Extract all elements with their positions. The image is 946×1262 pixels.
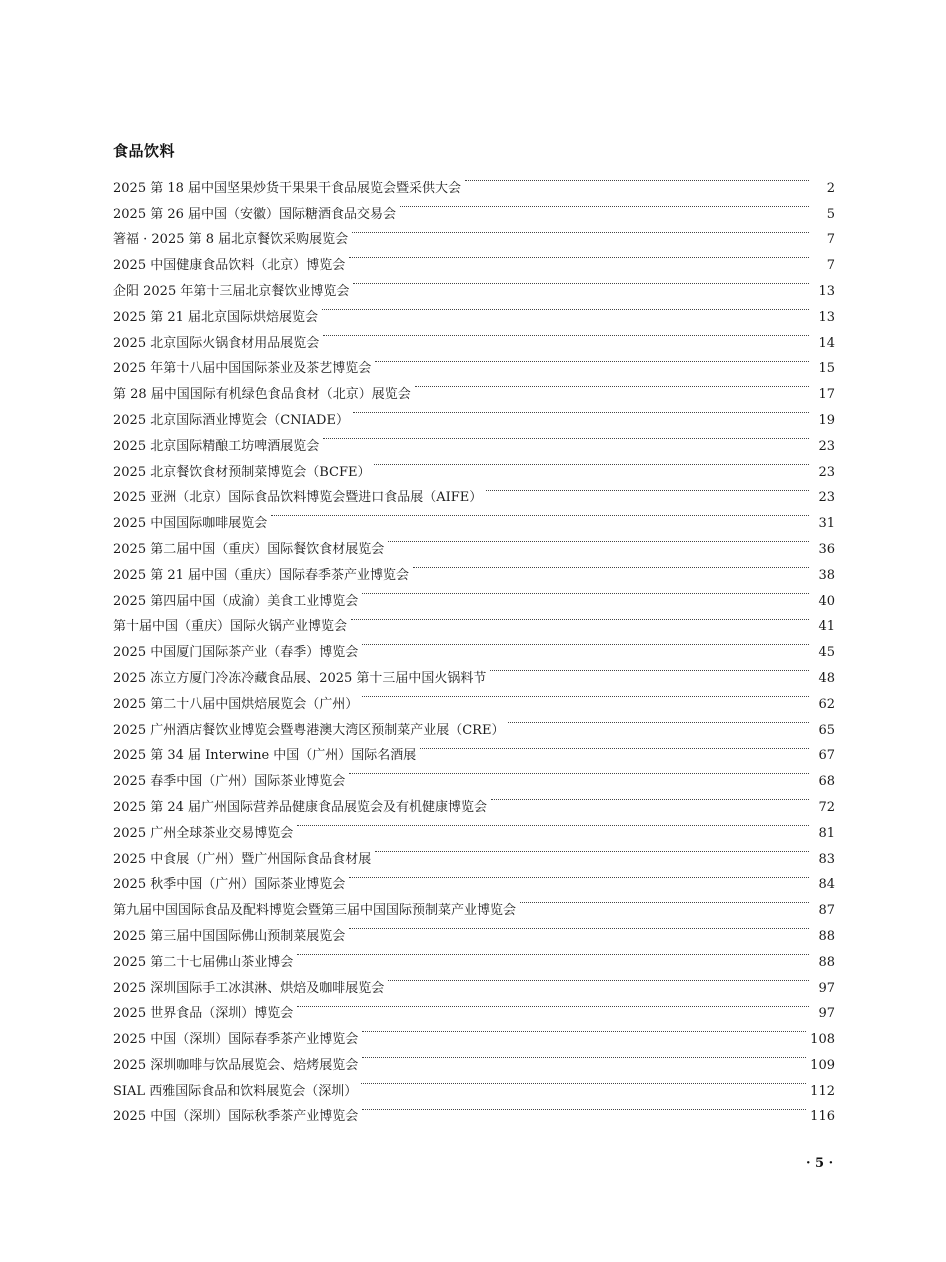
dot-leader [349,863,813,889]
toc-entry-title: 2025 广州全球茶业交易博览会 [113,825,294,841]
toc-entry-page: 23 [818,464,835,480]
dot-leader [349,243,813,269]
dot-leader [361,1069,810,1095]
toc-entry-title: 第 28 届中国国际有机绿色食品食材（北京）展览会 [113,387,411,403]
toc-entry-page: 83 [818,851,835,867]
toc-entry-title: 2025 第 21 届北京国际烘焙展览会 [113,309,319,325]
toc-entry-page: 14 [818,335,835,351]
toc-entry-title: 2025 第四届中国（成渝）美食工业博览会 [113,593,359,609]
toc-entry-title: 2025 中国厦门国际茶产业（春季）博览会 [113,645,359,661]
toc-entry-page: 41 [818,619,835,635]
toc-entry-title: 2025 世界食品（深圳）博览会 [113,1006,294,1022]
dot-leader [491,785,813,811]
toc-entry-page: 109 [810,1057,835,1073]
dot-leader [490,656,813,682]
toc-entry-title: 2025 中国（深圳）国际秋季茶产业博览会 [113,1109,359,1125]
toc-entry-page: 65 [818,722,835,738]
dot-leader [323,424,813,450]
toc-entry-page: 116 [810,1109,835,1125]
toc-entry-page: 17 [818,387,835,403]
toc-entry-title: 2025 第二十七届佛山茶业博会 [113,954,294,970]
toc-entry-title: 2025 秋季中国（广州）国际茶业博览会 [113,877,346,893]
toc-entry-page: 15 [818,361,835,377]
dot-leader [415,372,813,398]
dot-leader [465,166,813,192]
toc-entry-page: 45 [818,645,835,661]
toc-entry-page: 19 [818,412,835,428]
toc-entry-page: 87 [818,903,835,919]
dot-leader [322,295,813,321]
toc-entry[interactable] [113,166,835,196]
toc-entry-title: 2025 第二届中国（重庆）国际餐饮食材展览会 [113,541,385,557]
toc-entry-page: 88 [818,954,835,970]
toc-entry-page: 62 [818,696,835,712]
toc-entry-page: 97 [818,1006,835,1022]
dot-leader [520,888,813,914]
toc-entry-title: 2025 中国（深圳）国际春季茶产业博览会 [113,1032,359,1048]
dot-leader [362,1095,810,1121]
toc-entry-title: 2025 中国健康食品饮料（北京）博览会 [113,258,346,274]
toc-entry-page: 2 [826,180,835,196]
toc-entry-page: 7 [826,258,835,274]
dot-leader [297,940,813,966]
toc-entry-page: 38 [818,567,835,583]
toc-entry-title: 2025 第 24 届广州国际营养品健康食品展览会及有机健康博览会 [113,799,488,815]
dot-leader [362,579,813,605]
dot-leader [362,1043,810,1069]
toc-entry-title: 2025 北京国际火锅食材用品展览会 [113,335,320,351]
dot-leader [362,630,813,656]
dot-leader [486,476,813,502]
toc-entry-page: 112 [810,1083,835,1099]
toc-entry-title: 2025 第 26 届中国（安徽）国际糖酒食品交易会 [113,206,397,222]
dot-leader [375,347,813,373]
toc-entry-title: 2025 冻立方厦门冷冻冷藏食品展、2025 第十三届中国火锅料节 [113,670,487,686]
toc-entry-title: 2025 第 18 届中国坚果炒货干果果干食品展览会暨采供大会 [113,180,462,196]
toc-entry-title: 箸福 · 2025 第 8 届北京餐饮采购展览会 [113,232,349,248]
toc-entry-title: 2025 亚洲（北京）国际食品饮料博览会暨进口食品展（AIFE） [113,490,483,506]
dot-leader [349,759,813,785]
toc-entry-title: 2025 中国国际咖啡展览会 [113,516,268,532]
toc-entry-title: 2025 北京国际精酿工坊啤酒展览会 [113,438,320,454]
toc-entry-page: 7 [826,232,835,248]
toc-entry-title: 2025 中食展（广州）暨广州国际食品食材展 [113,851,372,867]
toc-entry-page: 23 [818,490,835,506]
dot-leader [362,682,813,708]
dot-leader [413,553,813,579]
dot-leader [349,914,813,940]
toc-entry-title: 2025 第二十八届中国烘焙展览会（广州） [113,696,359,712]
toc-entry-page: 5 [826,206,835,222]
dot-leader [271,501,813,527]
toc-entry-page: 67 [818,748,835,764]
dot-leader [353,398,813,424]
dot-leader [323,321,813,347]
toc-entry-title: SIAL 西雅国际食品和饮料展览会（深圳） [113,1083,358,1099]
toc-entry-title: 2025 北京餐饮食材预制菜博览会（BCFE） [113,464,371,480]
dot-leader [508,708,813,734]
toc-entry-page: 97 [818,980,835,996]
dot-leader [297,811,813,837]
toc-entry-page: 88 [818,928,835,944]
toc-entry-title: 2025 第 34 届 Interwine 中国（广州）国际名酒展 [113,748,417,764]
toc-entry-page: 13 [818,283,835,299]
toc-entry-page: 48 [818,670,835,686]
dot-leader [374,450,813,476]
toc-entry-title: 2025 春季中国（广州）国际茶业博览会 [113,774,346,790]
dot-leader [362,1017,810,1043]
toc-entry-title: 第十届中国（重庆）国际火锅产业博览会 [113,619,348,635]
table-of-contents [113,166,835,1125]
dot-leader [351,605,813,631]
page-number: · 5 · [806,1156,834,1171]
toc-entry-title: 第九届中国国际食品及配料博览会暨第三届中国国际预制菜产业博览会 [113,903,517,919]
toc-entry-page: 68 [818,774,835,790]
dot-leader [388,527,813,553]
dot-leader [420,734,813,760]
toc-entry-page: 108 [810,1032,835,1048]
toc-entry-page: 72 [818,799,835,815]
toc-entry-page: 23 [818,438,835,454]
toc-entry-title: 2025 第 21 届中国（重庆）国际春季茶产业博览会 [113,567,410,583]
toc-entry-title: 2025 年第十八届中国国际茶业及茶艺博览会 [113,361,372,377]
dot-leader [352,218,813,244]
dot-leader [297,992,813,1018]
toc-entry-title: 企阳 2025 年第十三届北京餐饮业博览会 [113,283,350,299]
dot-leader [388,966,813,992]
toc-entry-page: 13 [818,309,835,325]
toc-entry-page: 40 [818,593,835,609]
dot-leader [400,192,813,218]
toc-entry-page: 84 [818,877,835,893]
toc-entry-title: 2025 广州酒店餐饮业博览会暨粤港澳大湾区预制菜产业展（CRE） [113,722,505,738]
toc-entry-page: 31 [818,516,835,532]
toc-entry-page: 36 [818,541,835,557]
dot-leader [375,837,813,863]
toc-entry-title: 2025 北京国际酒业博览会（CNIADE） [113,412,349,428]
toc-entry-title: 2025 深圳国际手工冰淇淋、烘焙及咖啡展览会 [113,980,385,996]
toc-entry-title: 2025 第三届中国国际佛山预制菜展览会 [113,928,346,944]
dot-leader [353,269,813,295]
toc-entry-title: 2025 深圳咖啡与饮品展览会、焙烤展览会 [113,1057,359,1073]
section-title: 食品饮料 [113,142,176,160]
toc-entry-page: 81 [818,825,835,841]
